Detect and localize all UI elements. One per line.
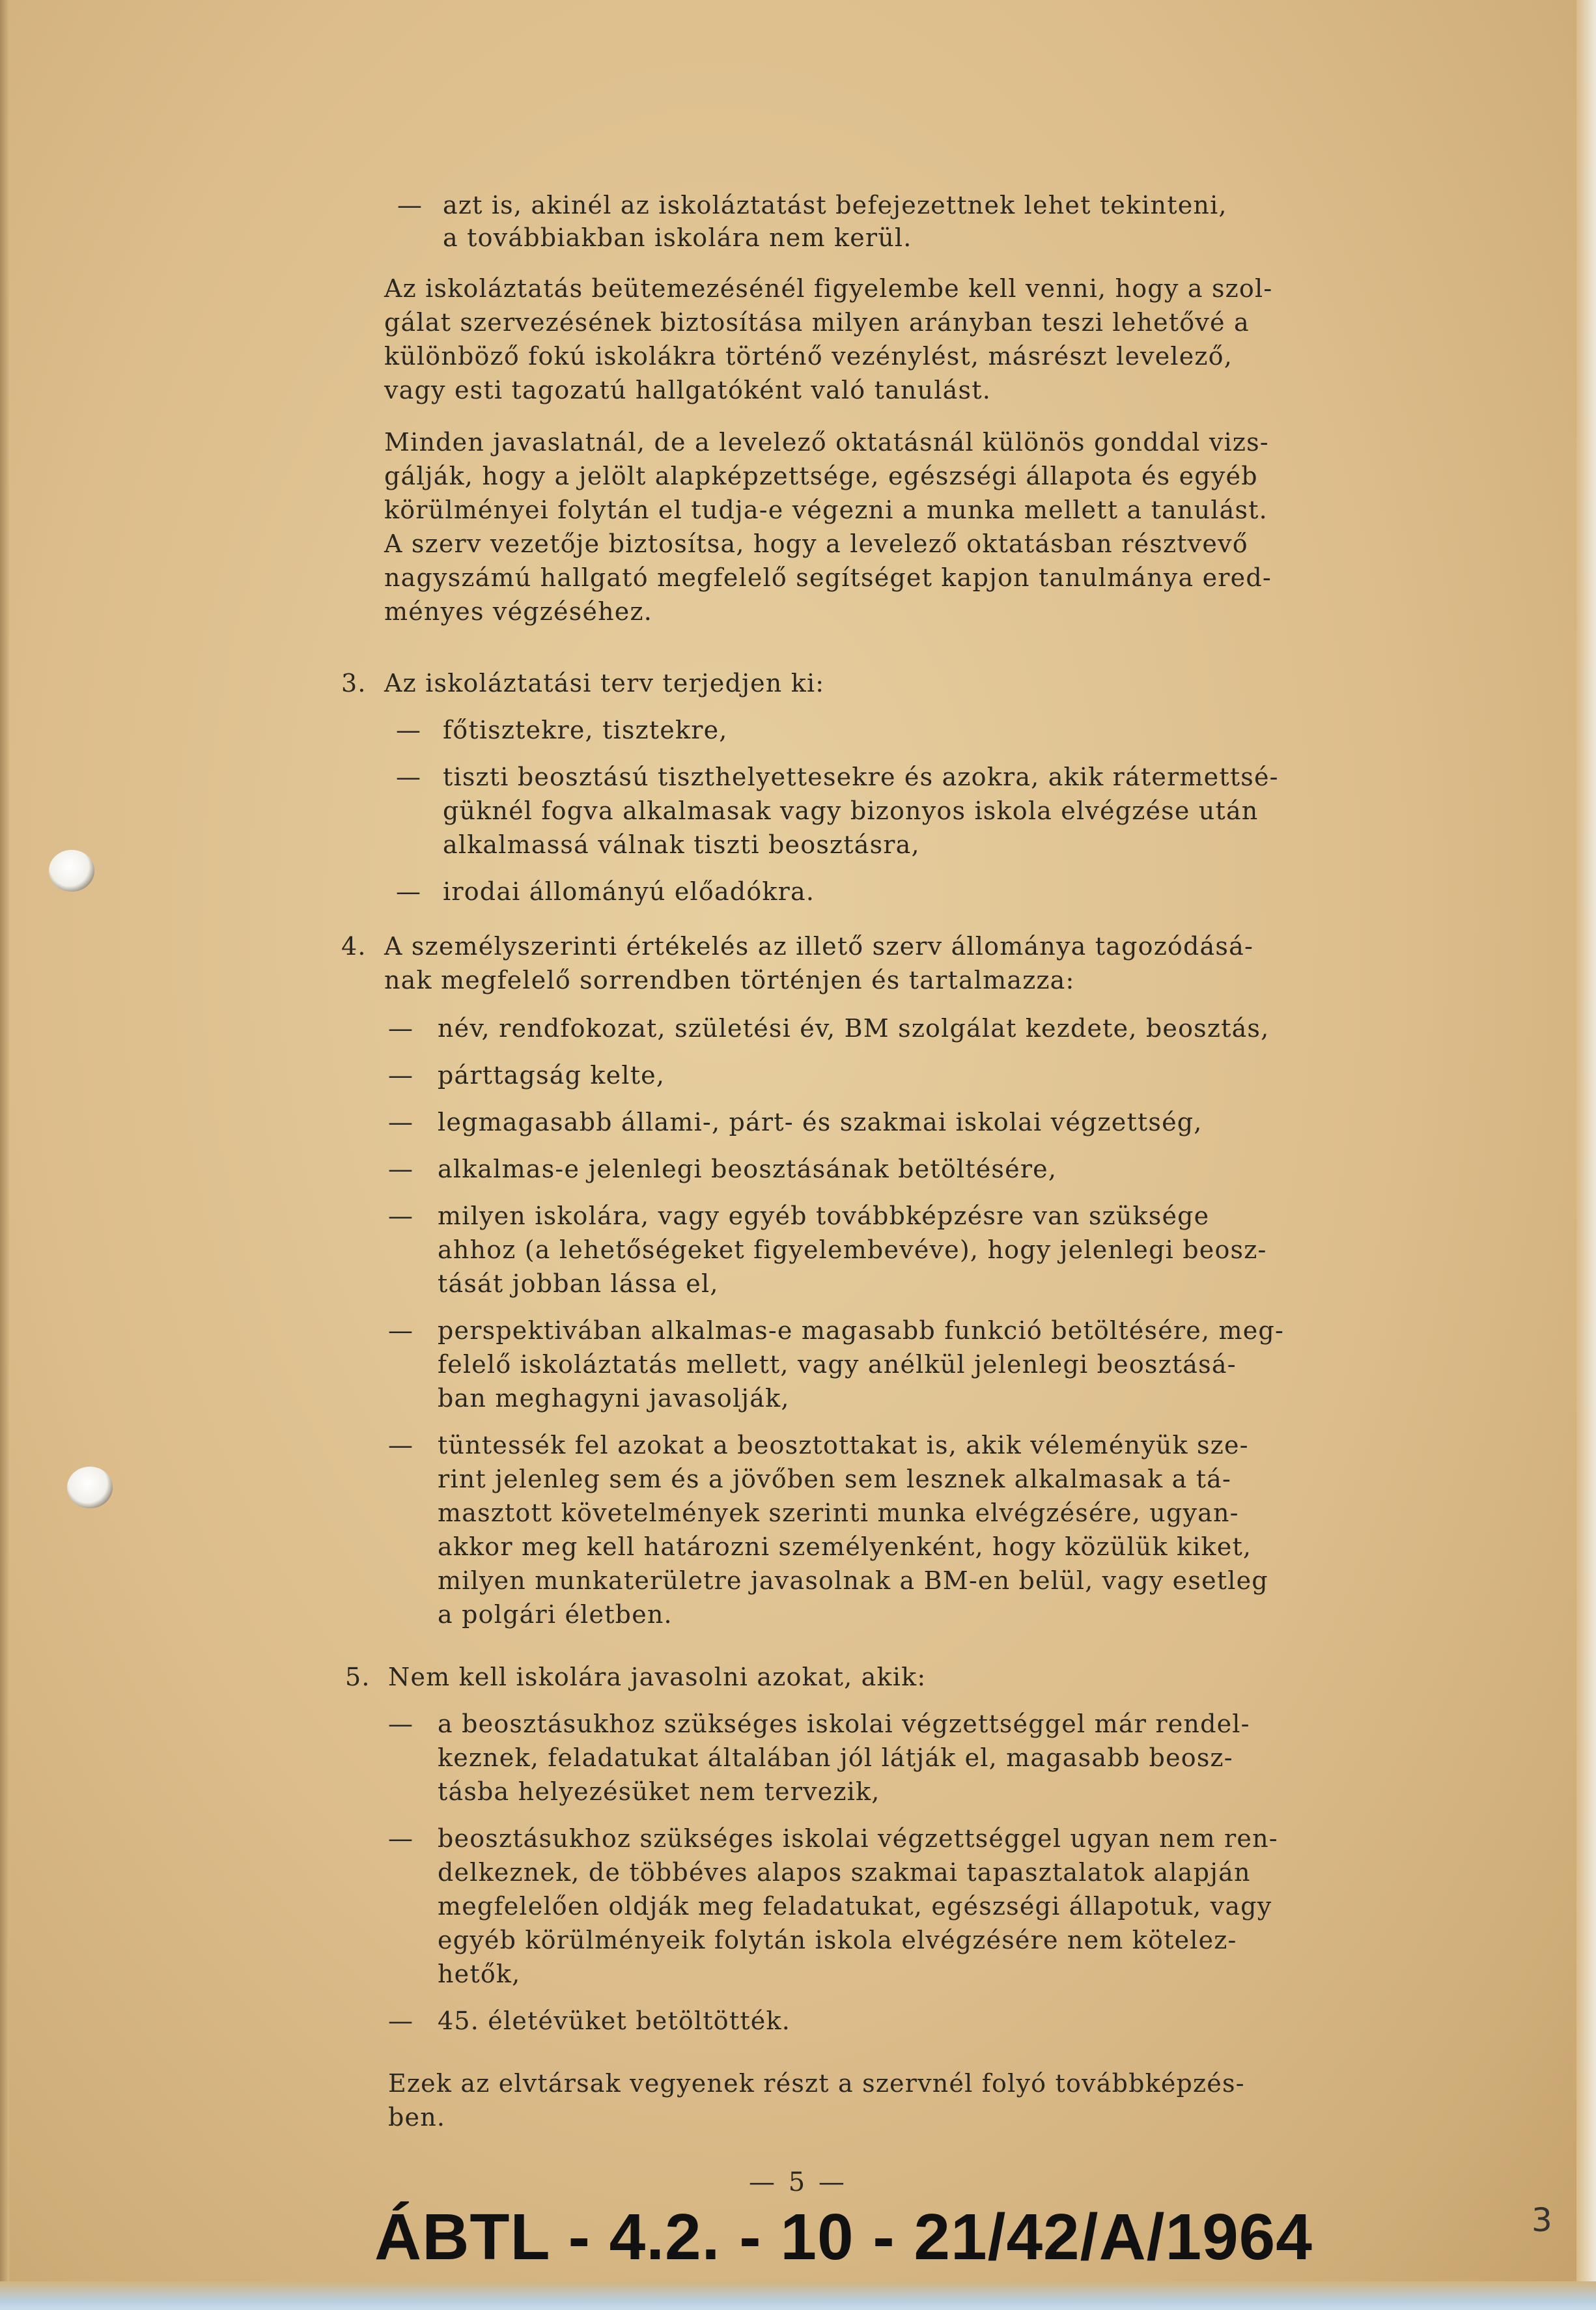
- text-line: vagy esti tagozatú hallgatóként való tanulást.: [384, 376, 991, 404]
- text-line: A személyszerinti értékelés az illető szerv állománya tagozódásá-: [384, 932, 1253, 961]
- section-number: 4.: [341, 932, 367, 961]
- list-dash: —: [388, 1824, 414, 1853]
- text-line: perspektivában alkalmas-e magasabb funkció betöltésére, meg-: [438, 1316, 1284, 1345]
- text-line: a továbbiakban iskolára nem kerül.: [443, 223, 912, 252]
- list-dash: —: [388, 1431, 414, 1459]
- text-line: gálat szervezésének biztosítása milyen arányban teszi lehetővé a: [384, 308, 1250, 337]
- text-line: név, rendfokozat, születési év, BM szolgálat kezdete, beosztás,: [438, 1014, 1270, 1043]
- text-line: milyen munkaterületre javasolnak a BM-en belül, vagy esetleg: [438, 1566, 1268, 1595]
- text-line: körülményei folytán el tudja-e végezni a munka mellett a tanulást.: [384, 496, 1268, 524]
- text-line: ban meghagyni javasolják,: [438, 1384, 790, 1413]
- text-line: irodai állományú előadókra.: [443, 877, 815, 906]
- text-line: felelő iskoláztatás mellett, vagy anélkül jelenlegi beosztásá-: [438, 1350, 1237, 1379]
- list-dash: —: [388, 1061, 414, 1090]
- text-line: alkalmas-e jelenlegi beosztásának betöltésére,: [438, 1155, 1057, 1183]
- text-line: rint jelenleg sem és a jövőben sem lesznek alkalmasak a tá-: [438, 1465, 1232, 1493]
- list-dash: —: [388, 1710, 414, 1738]
- text-line: ményes végzéséhez.: [384, 597, 652, 626]
- text-line: Az iskoláztatási terv terjedjen ki:: [384, 669, 825, 697]
- text-line: ahhoz (a lehetőségeket figyelembevéve), hogy jelenlegi beosz-: [438, 1235, 1267, 1264]
- list-dash: —: [388, 1014, 414, 1043]
- text-line: főtisztekre, tisztekre,: [443, 716, 728, 744]
- list-dash: —: [388, 2007, 414, 2035]
- text-line: a beosztásukhoz szükséges iskolai végzettséggel már rendel-: [438, 1710, 1250, 1738]
- text-line: milyen iskolára, vagy egyéb továbbképzésre van szüksége: [438, 1202, 1210, 1230]
- text-line: A szerv vezetője biztosítsa, hogy a levelező oktatásban résztvevő: [384, 529, 1248, 558]
- list-dash: —: [388, 1316, 414, 1345]
- handwritten-page-number: 3: [1532, 2201, 1552, 2239]
- text-line: beosztásukhoz szükséges iskolai végzettséggel ugyan nem ren-: [438, 1824, 1278, 1853]
- text-line: masztott követelmények szerinti munka elvégzésére, ugyan-: [438, 1499, 1239, 1527]
- text-line: keznek, feladatukat általában jól látják el, magasabb beosz-: [438, 1743, 1233, 1772]
- text-line: Ezek az elvtársak vegyenek részt a szervnél folyó továbbképzés-: [388, 2069, 1245, 2098]
- archive-reference: ÁBTL - 4.2. - 10 - 21/42/A/1964: [374, 2201, 1313, 2274]
- text-line: megfelelően oldják meg feladatukat, egészségi állapotuk, vagy: [438, 1892, 1272, 1921]
- text-line: tását jobban lássa el,: [438, 1269, 719, 1298]
- text-line: Minden javaslatnál, de a levelező oktatásnál különös gonddal vizs-: [384, 428, 1269, 457]
- text-line: azt is, akinél az iskoláztatást befejezettnek lehet tekinteni,: [443, 191, 1227, 219]
- list-dash: —: [396, 763, 422, 791]
- text-line: tüntessék fel azokat a beosztottakat is, akik véleményük sze-: [438, 1431, 1249, 1459]
- text-line: a polgári életben.: [438, 1600, 673, 1629]
- text-line: güknél fogva alkalmasak vagy bizonyos iskola elvégzése után: [443, 796, 1259, 825]
- text-line: különböző fokú iskolákra történő vezénylést, másrészt levelező,: [384, 342, 1233, 371]
- text-line: Az iskoláztatás beütemezésénél figyelembe kell venni, hogy a szol-: [384, 274, 1273, 303]
- text-line: akkor meg kell határozni személyenként, hogy közülük kiket,: [438, 1532, 1252, 1561]
- text-line: párttagság kelte,: [438, 1061, 665, 1090]
- text-line: tásba helyezésüket nem tervezik,: [438, 1777, 880, 1806]
- text-line: gálják, hogy a jelölt alapképzettsége, egészségi állapota és egyéb: [384, 462, 1258, 490]
- list-dash: —: [388, 1202, 414, 1230]
- text-line: alkalmassá válnak tiszti beosztásra,: [443, 830, 920, 859]
- text-line: delkeznek, de többéves alapos szakmai tapasztalatok alapján: [438, 1858, 1251, 1887]
- text-line: ben.: [388, 2103, 446, 2132]
- text-line: egyéb körülményeik folytán iskola elvégzésére nem kötelez-: [438, 1926, 1237, 1954]
- section-number: 3.: [341, 669, 367, 697]
- list-dash: —: [388, 1108, 414, 1136]
- text-line: Nem kell iskolára javasolni azokat, akik:: [388, 1663, 927, 1691]
- text-line: 45. életévüket betöltötték.: [438, 2007, 791, 2035]
- list-dash: —: [388, 1155, 414, 1183]
- text-line: nak megfelelő sorrendben történjen és tartalmazza:: [384, 966, 1075, 994]
- page-number: — 5 —: [749, 2167, 847, 2197]
- list-dash: —: [396, 877, 422, 906]
- list-dash: —: [396, 716, 422, 744]
- section-number: 5.: [345, 1663, 371, 1691]
- text-line: nagyszámú hallgató megfelelő segítséget kapjon tanulmánya ered-: [384, 563, 1272, 592]
- text-line: hetők,: [438, 1960, 521, 1988]
- list-dash: —: [397, 191, 423, 219]
- text-line: tiszti beosztású tiszthelyettesekre és azokra, akik rátermettsé-: [443, 763, 1279, 791]
- text-line: legmagasabb állami-, párt- és szakmai iskolai végzettség,: [438, 1108, 1203, 1136]
